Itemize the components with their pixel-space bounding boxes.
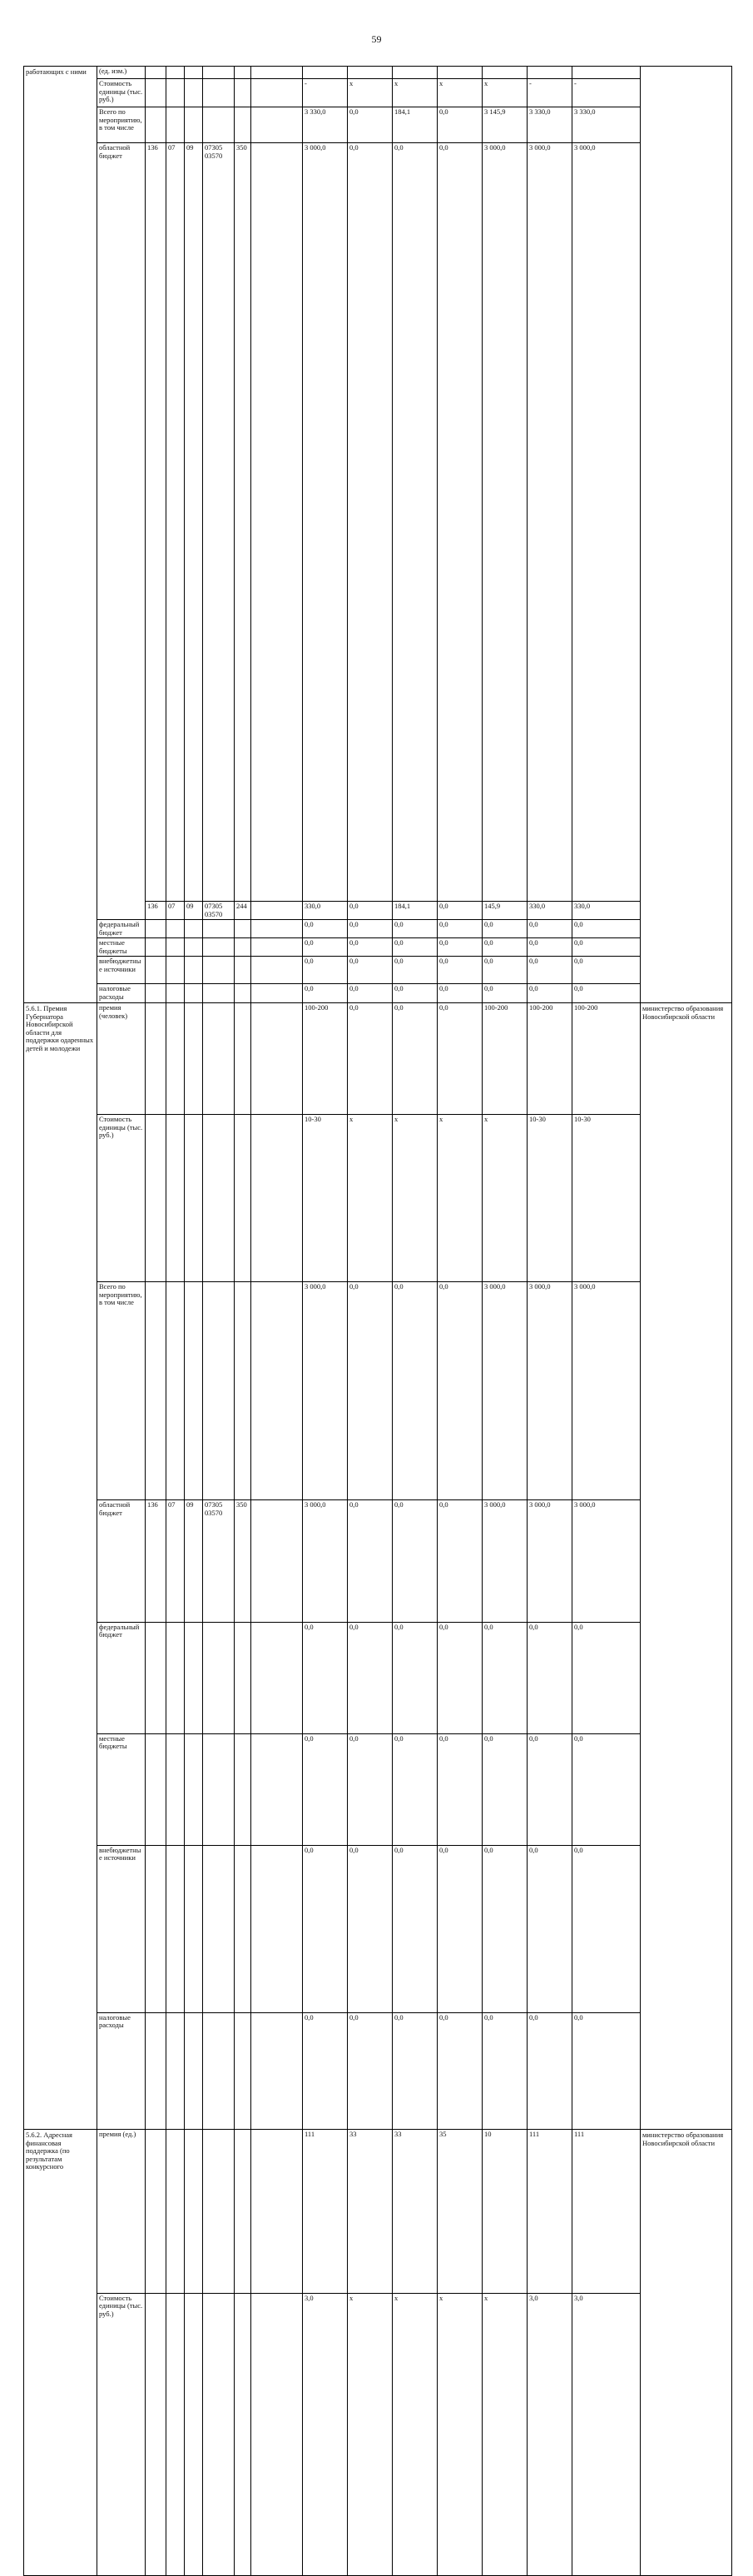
value-cell: 0,0 [393,1282,438,1500]
value-cell [528,67,572,79]
indicator-label: Всего по мероприятию, в том числе [97,107,146,143]
indicator-label: областной бюджет [97,1500,146,1622]
budget-table [23,66,732,2576]
empty-cell [251,67,303,79]
empty-cell [251,2293,303,2575]
budget-code-cell [146,1845,166,2012]
budget-code-cell: 136 [146,902,166,920]
budget-code-cell: 136 [146,1500,166,1622]
value-cell: 3 000,0 [303,1500,348,1622]
budget-code-cell: 09 [185,143,203,902]
value-cell: 0,0 [483,1733,528,1845]
budget-code-cell [185,957,203,984]
empty-cell [251,2130,303,2294]
value-cell: x [348,1115,393,1282]
budget-code-cell [185,2293,203,2575]
empty-cell [251,920,303,938]
budget-code-cell: 350 [235,143,251,902]
budget-code-cell [185,920,203,938]
budget-code-cell [166,107,185,143]
value-cell: 3 000,0 [483,143,528,902]
budget-code-cell [166,2130,185,2294]
budget-code-cell [203,920,235,938]
value-cell: x [348,2293,393,2575]
empty-cell [251,1500,303,1622]
budget-code-cell [235,1003,251,1115]
budget-code-cell [235,957,251,984]
budget-code-cell [203,107,235,143]
budget-code-cell [203,2012,235,2129]
value-cell: 0,0 [483,1622,528,1733]
value-cell: x [483,2293,528,2575]
measure-name: 5.6.2. Адресная финансовая поддержка (по результатам конкурсного [24,2130,97,2576]
budget-code-cell [235,107,251,143]
value-cell: 3 000,0 [572,143,641,902]
budget-code-cell [166,957,185,984]
value-cell: 3,0 [572,2293,641,2575]
budget-code-cell [166,1622,185,1733]
empty-cell [251,2012,303,2129]
budget-code-cell [235,1733,251,1845]
value-cell: x [438,79,483,107]
budget-code-cell [185,67,203,79]
table-row [24,79,732,107]
value-cell: x [483,79,528,107]
value-cell: 3 000,0 [483,1282,528,1500]
budget-code-cell [185,984,203,1003]
measure-name: 5.6.1. Премия Губернатора Новосибирской области для поддержки одаренных детей и молодежи [24,1003,97,2130]
value-cell: 3 000,0 [303,1282,348,1500]
budget-code-cell [235,2130,251,2294]
value-cell: 3 330,0 [572,107,641,143]
empty-cell [251,902,303,920]
value-cell: 0,0 [393,143,438,902]
indicator-label: местные бюджеты [97,938,146,957]
indicator-label: внебюджетные источники [97,1845,146,2012]
value-cell: 0,0 [393,1622,438,1733]
value-cell: 0,0 [483,957,528,984]
value-cell: 0,0 [572,1622,641,1733]
empty-cell [251,957,303,984]
value-cell: 0,0 [393,984,438,1003]
budget-code-cell [146,2130,166,2294]
value-cell: 0,0 [572,1845,641,2012]
value-cell: 0,0 [483,1845,528,2012]
budget-code-cell [146,1003,166,1115]
budget-code-cell [203,67,235,79]
value-cell: 0,0 [348,1003,393,1115]
indicator-label: местные бюджеты [97,1733,146,1845]
value-cell: x [483,1115,528,1282]
value-cell: 0,0 [528,984,572,1003]
value-cell: 0,0 [438,902,483,920]
value-cell: 3 000,0 [528,143,572,902]
value-cell: 0,0 [572,2012,641,2129]
value-cell: 0,0 [528,1733,572,1845]
value-cell: 10-30 [303,1115,348,1282]
value-cell: 0,0 [483,938,528,957]
budget-code-cell [146,984,166,1003]
value-cell: 0,0 [438,920,483,938]
table-row [24,1733,732,1845]
budget-code-cell [185,1733,203,1845]
value-cell: 0,0 [528,1845,572,2012]
value-cell: - [528,79,572,107]
value-cell: 33 [348,2130,393,2294]
value-cell: 0,0 [438,938,483,957]
value-cell: 0,0 [348,2012,393,2129]
value-cell: 111 [572,2130,641,2294]
budget-code-cell [146,1115,166,1282]
value-cell: 0,0 [572,938,641,957]
budget-code-cell [146,920,166,938]
budget-code-cell [146,1282,166,1500]
value-cell: 0,0 [438,984,483,1003]
value-cell: 3 000,0 [572,1500,641,1622]
value-cell: 0,0 [348,957,393,984]
budget-code-cell: 350 [235,1500,251,1622]
value-cell: 0,0 [438,1500,483,1622]
value-cell: 0,0 [572,957,641,984]
value-cell: 330,0 [572,902,641,920]
budget-code-cell [235,1622,251,1733]
budget-code-cell [146,938,166,957]
indicator-label: внебюджетные источники [97,957,146,984]
value-cell: 0,0 [572,920,641,938]
executor-cell: министерство образования Новосибирской области [641,2130,732,2576]
value-cell: 0,0 [393,957,438,984]
value-cell: 111 [528,2130,572,2294]
budget-code-cell [166,2293,185,2575]
value-cell: 0,0 [528,1622,572,1733]
value-cell: 0,0 [393,1003,438,1115]
budget-code-cell [185,107,203,143]
budget-code-cell [166,1845,185,2012]
budget-code-cell [166,79,185,107]
value-cell: x [393,79,438,107]
measure-name: работающих с ними [24,67,97,1003]
budget-code-cell [185,1282,203,1500]
empty-cell [251,984,303,1003]
value-cell: 184,1 [393,107,438,143]
page-number: 59 [371,33,382,45]
table-row [24,143,732,902]
value-cell: 3 145,9 [483,107,528,143]
budget-code-cell: 09 [185,902,203,920]
value-cell: 0,0 [348,1845,393,2012]
value-cell: - [303,79,348,107]
table-row [24,67,732,79]
value-cell: 0,0 [348,107,393,143]
budget-code-cell [203,1003,235,1115]
table-row [24,2293,732,2575]
value-cell: 330,0 [528,902,572,920]
value-cell: x [393,1115,438,1282]
value-cell: 0,0 [303,920,348,938]
budget-code-cell [203,1282,235,1500]
budget-code-cell [166,1115,185,1282]
value-cell: x [348,79,393,107]
indicator-label: налоговые расходы [97,2012,146,2129]
table-row [24,2012,732,2129]
budget-code-cell [146,79,166,107]
value-cell: 0,0 [483,920,528,938]
budget-code-cell [235,1282,251,1500]
value-cell: 0,0 [348,1622,393,1733]
value-cell: 100-200 [528,1003,572,1115]
table-row [24,984,732,1003]
table-row [24,1115,732,1282]
budget-code-cell [235,984,251,1003]
value-cell: 0,0 [528,920,572,938]
budget-code-cell: 07305 03570 [203,1500,235,1622]
table-row [24,938,732,957]
table-row [24,957,732,984]
executor-cell: министерство образования Новосибирской области [641,1003,732,2130]
budget-code-cell [166,1003,185,1115]
value-cell: 100-200 [303,1003,348,1115]
value-cell: 0,0 [303,957,348,984]
indicator-label: премия (ед.) [97,2130,146,2294]
value-cell: 3 000,0 [303,143,348,902]
budget-code-cell [235,1115,251,1282]
budget-code-cell [203,79,235,107]
budget-code-cell [203,2293,235,2575]
indicator-label: налоговые расходы [97,984,146,1003]
budget-code-cell [235,1845,251,2012]
value-cell: 0,0 [438,107,483,143]
budget-code-cell [146,67,166,79]
value-cell: 0,0 [303,1622,348,1733]
empty-cell [251,1845,303,2012]
budget-code-cell [235,2293,251,2575]
empty-cell [251,107,303,143]
value-cell: 0,0 [348,1733,393,1845]
value-cell [393,67,438,79]
indicator-label: федеральный бюджет [97,1622,146,1733]
budget-code-cell [185,2012,203,2129]
value-cell: 3,0 [303,2293,348,2575]
value-cell [483,67,528,79]
budget-code-cell [235,920,251,938]
value-cell: 0,0 [528,938,572,957]
indicator-label: федеральный бюджет [97,920,146,938]
value-cell: 0,0 [438,1733,483,1845]
budget-code-cell [146,1733,166,1845]
budget-code-cell [146,107,166,143]
value-cell: 0,0 [438,1622,483,1733]
budget-code-cell [203,1733,235,1845]
value-cell [348,67,393,79]
empty-cell [251,1622,303,1733]
value-cell: 0,0 [393,1733,438,1845]
indicator-label: Стоимость единицы (тыс. руб.) [97,1115,146,1282]
value-cell: 0,0 [393,920,438,938]
budget-code-cell [203,1622,235,1733]
table-row [24,1282,732,1500]
budget-code-cell [203,957,235,984]
value-cell: 10-30 [572,1115,641,1282]
indicator-label: Стоимость единицы (тыс. руб.) [97,79,146,107]
value-cell: 3 000,0 [528,1500,572,1622]
value-cell: - [572,79,641,107]
value-cell: 111 [303,2130,348,2294]
budget-code-cell [235,67,251,79]
value-cell: x [393,2293,438,2575]
table-row [24,1622,732,1733]
budget-code-cell [146,2012,166,2129]
budget-code-cell [166,67,185,79]
budget-code-cell: 07 [166,1500,185,1622]
budget-code-cell [185,1003,203,1115]
value-cell: 0,0 [393,1845,438,2012]
indicator-label: областной бюджет [97,143,146,920]
value-cell: 3 000,0 [528,1282,572,1500]
empty-cell [251,1003,303,1115]
value-cell: 0,0 [348,938,393,957]
table-row [24,1500,732,1622]
value-cell [438,67,483,79]
value-cell: 3 000,0 [483,1500,528,1622]
value-cell: 0,0 [303,938,348,957]
value-cell: 145,9 [483,902,528,920]
value-cell: 33 [393,2130,438,2294]
value-cell: 0,0 [528,2012,572,2129]
budget-code-cell [235,2012,251,2129]
value-cell: 0,0 [572,984,641,1003]
table-row [24,2130,732,2294]
budget-code-cell [185,1115,203,1282]
value-cell: 0,0 [303,984,348,1003]
budget-code-cell: 07 [166,902,185,920]
budget-code-cell [185,79,203,107]
table-row [24,1845,732,2012]
budget-code-cell [185,1622,203,1733]
budget-code-cell: 244 [235,902,251,920]
value-cell: 0,0 [393,1500,438,1622]
value-cell: 0,0 [572,1733,641,1845]
budget-code-cell [166,938,185,957]
budget-code-cell [166,1282,185,1500]
budget-code-cell [166,920,185,938]
value-cell: 0,0 [438,1845,483,2012]
indicator-label: Стоимость единицы (тыс. руб.) [97,2293,146,2575]
value-cell [572,67,641,79]
value-cell: 3 000,0 [572,1282,641,1500]
budget-code-cell [146,957,166,984]
value-cell: 330,0 [303,902,348,920]
value-cell: 0,0 [393,938,438,957]
value-cell: 0,0 [393,2012,438,2129]
value-cell: 35 [438,2130,483,2294]
budget-code-cell: 09 [185,1500,203,1622]
budget-code-cell [166,1733,185,1845]
budget-code-cell: 07 [166,143,185,902]
budget-code-cell [146,1622,166,1733]
table-row [24,1003,732,1115]
budget-code-cell [185,1845,203,2012]
budget-code-cell [203,1845,235,2012]
indicator-label: (ед. изм.) [97,67,146,79]
value-cell: 0,0 [348,920,393,938]
value-cell: 0,0 [348,902,393,920]
budget-code-cell: 07305 03570 [203,902,235,920]
value-cell: 100-200 [483,1003,528,1115]
budget-code-cell [185,938,203,957]
value-cell: 0,0 [303,1845,348,2012]
indicator-label: премия (человек) [97,1003,146,1115]
indicator-label: Всего по мероприятию, в том числе [97,1282,146,1500]
budget-code-cell [203,984,235,1003]
budget-code-cell [166,984,185,1003]
budget-code-cell [203,1115,235,1282]
value-cell: x [438,2293,483,2575]
table-row [24,920,732,938]
value-cell: 10-30 [528,1115,572,1282]
value-cell: 3 330,0 [528,107,572,143]
value-cell: 3,0 [528,2293,572,2575]
value-cell: 0,0 [438,2012,483,2129]
empty-cell [251,143,303,902]
budget-code-cell [235,79,251,107]
value-cell: 0,0 [438,957,483,984]
table-row [24,107,732,143]
executor-cell [641,67,732,1003]
value-cell: 3 330,0 [303,107,348,143]
value-cell: x [438,1115,483,1282]
value-cell: 184,1 [393,902,438,920]
value-cell: 0,0 [348,984,393,1003]
empty-cell [251,79,303,107]
value-cell: 100-200 [572,1003,641,1115]
budget-code-cell [166,2012,185,2129]
empty-cell [251,938,303,957]
value-cell: 0,0 [303,1733,348,1845]
value-cell: 0,0 [438,1282,483,1500]
budget-code-cell [235,938,251,957]
value-cell: 0,0 [438,1003,483,1115]
value-cell: 0,0 [483,2012,528,2129]
value-cell: 10 [483,2130,528,2294]
value-cell: 0,0 [528,957,572,984]
budget-code-cell: 07305 03570 [203,143,235,902]
empty-cell [251,1115,303,1282]
value-cell: 0,0 [348,143,393,902]
budget-code-cell [203,2130,235,2294]
value-cell: 0,0 [348,1500,393,1622]
value-cell [303,67,348,79]
value-cell: 0,0 [303,2012,348,2129]
budget-code-cell [185,2130,203,2294]
budget-code-cell [146,2293,166,2575]
budget-code-cell: 136 [146,143,166,902]
value-cell: 0,0 [348,1282,393,1500]
empty-cell [251,1282,303,1500]
empty-cell [251,1733,303,1845]
value-cell: 0,0 [483,984,528,1003]
value-cell: 0,0 [438,143,483,902]
budget-code-cell [203,938,235,957]
